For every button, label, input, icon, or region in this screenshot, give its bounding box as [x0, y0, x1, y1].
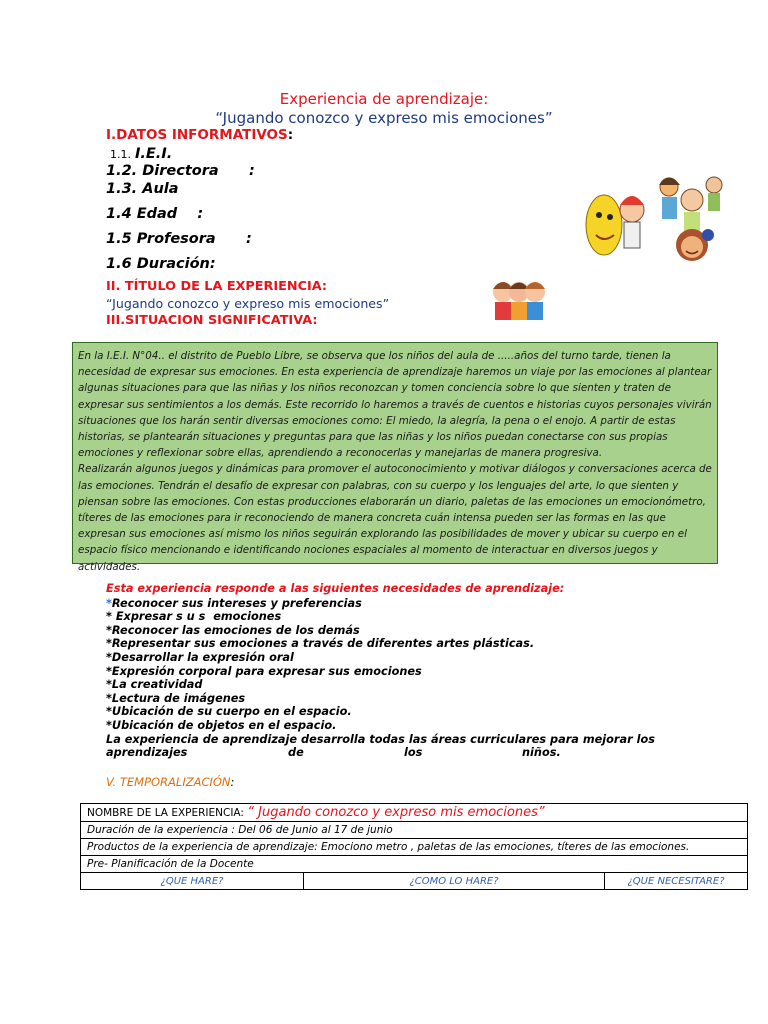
bullet-star: *: [106, 596, 112, 610]
situation-paragraph-1: En la I.E.I. N°04.. el distrito de Pueblo Libre, se observa que los niños del aula de .....años del turno tarde, tienen la necesidad de expresar sus emociones. En esta experiencia de aprendizaje haremos un viaje por las emociones al plantear algunas situaciones para que las niñas y los niños reconozcan y tomen conciencia sobre lo que sienten y traten de expresar sus sentimientos a los demás. Este recorrido lo haremos a través de cuentos e historias cuyos personajes vivirán situaciones que los harán sentir diversas emociones como: El miedo, la alegría, la pena o el enojo. A partir de estas historias, se plantearán situaciones y preguntas para que las niñas y los niños puedan conectarse con sus propias emociones y reflexionar sobre ellas, aprendiendo a reconocerlas y manejarlas de manera progresiva.: [78, 350, 712, 460]
need-item: *Ubicación de objetos en el espacio.: [106, 718, 337, 732]
dato-aula: 1.3. Aula: [106, 181, 179, 197]
experience-name-cell: [81, 804, 748, 822]
experience-name-value: “ Jugando conozco y expreso mis emociones”: [247, 805, 545, 820]
table-row: [81, 839, 748, 856]
need-item: *Representar sus emociones a través de diferentes artes plásticas.: [106, 637, 535, 651]
table-row: [81, 856, 748, 873]
need-item: *Reconocer las emociones de los demás: [106, 623, 360, 637]
temporal-text: V. TEMPORALIZACIÓN: [106, 775, 231, 789]
dato-label: I.E.I.: [135, 146, 173, 162]
dato-directora: 1.2. Directora :: [106, 163, 255, 179]
table-header-row: [81, 873, 748, 890]
need-item: *Lectura de imágenes: [106, 691, 246, 705]
experience-title: “Jugando conozco y expreso mis emociones”: [215, 109, 553, 127]
need-item: *La creatividad: [106, 678, 203, 692]
dato-profesora: 1.5 Profesora :: [106, 231, 252, 247]
section-heading-text: I.DATOS INFORMATIVOS: [106, 127, 288, 143]
experience-heading: Experiencia de aprendizaje:: [279, 90, 489, 108]
column-header: ¿COMO LO HARE?: [304, 873, 605, 890]
need-item: *Ubicación de su cuerpo en el espacio.: [106, 705, 352, 719]
dato-duracion: 1.6 Duración:: [106, 256, 216, 272]
needs-list: [106, 582, 666, 760]
need-item: *Expresión corporal para expresar sus emociones: [106, 664, 422, 678]
closing-word: los: [404, 746, 423, 760]
cell-label: NOMBRE DE LA EXPERIENCIA:: [87, 807, 248, 819]
heading-colon: :: [287, 127, 294, 143]
column-header: ¿QUE NECESITARE?: [605, 873, 748, 890]
schedule-table: [80, 803, 748, 890]
dato-edad: 1.4 Edad :: [106, 206, 204, 222]
situation-paragraph-2: Realizarán algunos juegos y dinámicas para promover el autoconocimiento y motivar diálogos y conversaciones acerca de las emociones. Tendrán el desafío de expresar con palabras, con su cuerpo y los lenguajes del arte, lo que sienten y piensan sobre las emociones. Con estas producciones elaborarán un diario, paletas de las emociones un emocionómetro, títeres de las emociones para ir reconociendo de manera concreta cuán intensa pueden ser las formas en las que expresan sus emociones así mismo los niños seguirán explorando las posibilidades de mover y ubicar su cuerpo en el espacio físico mencionando e identificando nociones espaciales al momento de interactuar en diversos juegos y actividades.: [78, 463, 712, 573]
column-header: ¿QUE HARE?: [81, 873, 304, 890]
table-row: [81, 822, 748, 839]
need-item: * Expresar s u s emociones: [106, 610, 282, 624]
temporal-colon: :: [230, 775, 235, 789]
products-cell: Productos de la experiencia de aprendizaje: Emociono metro , paletas de las emociones, títeres de las emociones.: [81, 839, 748, 856]
closing-line-2: [106, 746, 666, 760]
datos-informativos-heading: [106, 127, 293, 143]
situacion-significativa-box: [72, 342, 718, 573]
dato-number: 1.1.: [110, 148, 131, 161]
closing-word: niños.: [522, 746, 561, 760]
table-row: [81, 804, 748, 822]
need-item: [106, 597, 666, 611]
duration-cell: Duración de la experiencia : Del 06 de Junio al 17 de junio: [81, 822, 748, 839]
children-faces-illustration: [489, 272, 549, 324]
need-text: Reconocer sus intereses y preferencias: [111, 596, 362, 610]
needs-heading: Esta experiencia responde a las siguientes necesidades de aprendizaje:: [106, 582, 565, 595]
closing-word: de: [288, 746, 304, 760]
planning-cell: Pre- Planificación de la Docente: [81, 856, 748, 873]
need-item: *Desarrollar la expresión oral: [106, 650, 294, 664]
titulo-experiencia-heading: II. TÍTULO DE LA EXPERIENCIA:: [106, 279, 328, 294]
situacion-significativa-heading: III.SITUACION SIGNIFICATIVA:: [106, 313, 318, 328]
closing-line: La experiencia de aprendizaje desarrolla todas las áreas curriculares para mejorar los: [106, 732, 655, 746]
dancing-children-illustration: [574, 165, 724, 271]
dato-iei: [110, 146, 172, 162]
closing-word: aprendizajes: [106, 746, 188, 760]
titulo-experiencia-text: “Jugando conozco y expreso mis emociones”: [106, 296, 390, 311]
temporalizacion-heading: [106, 775, 234, 789]
